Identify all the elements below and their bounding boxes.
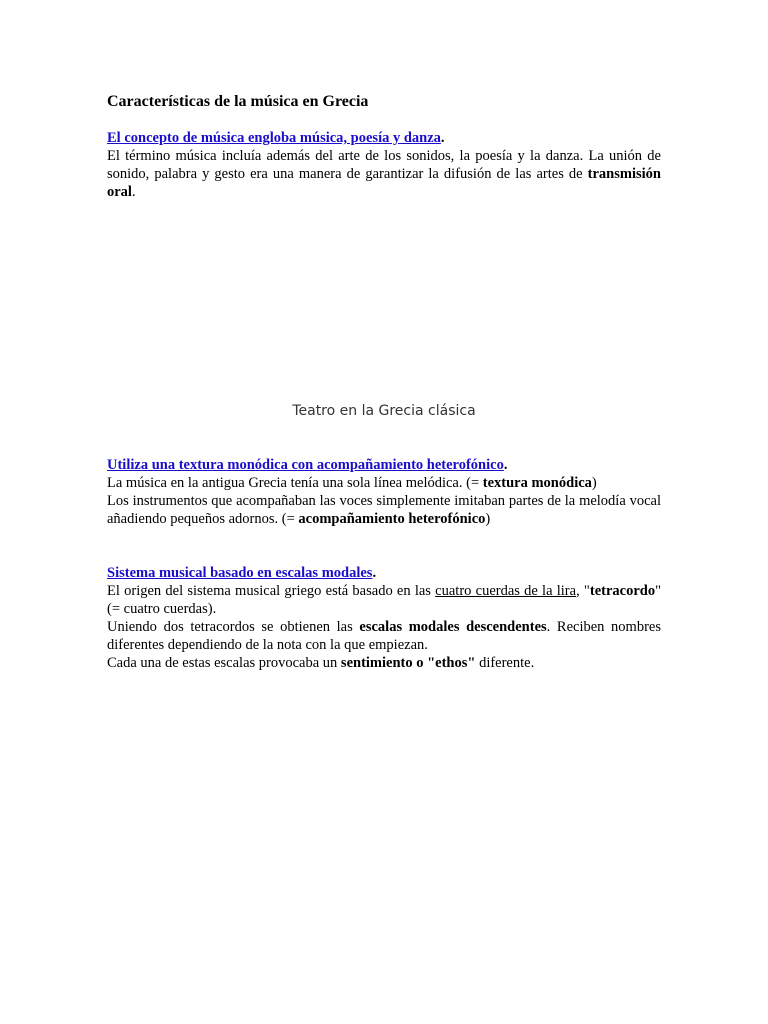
bold-term-tetrachord: tetracordo xyxy=(589,583,656,599)
modal-scales-paragraph xyxy=(107,618,661,654)
tetrachord-paragraph xyxy=(107,582,661,618)
embedded-video-caption: Teatro en la Grecia clásica xyxy=(292,403,476,419)
document-title: Características de la música en Grecia xyxy=(107,93,369,110)
music-concept-paragraph xyxy=(107,147,661,201)
paragraph-end: " (= cuatro cuerdas). xyxy=(107,583,661,617)
paragraph-end: ) xyxy=(485,511,491,527)
ethos-paragraph xyxy=(107,654,661,672)
paragraph-end: . Reciben nombres diferentes dependiendo de la nota con la que empiezan. xyxy=(107,619,661,653)
paragraph-text: Cada una de estas escalas provocaba un xyxy=(107,655,341,671)
modal-scales-link[interactable]: Sistema musical basado en escalas modales xyxy=(107,565,373,581)
section-heading xyxy=(107,129,661,147)
paragraph-text: Uniendo dos tetracordos se obtienen las xyxy=(107,619,360,635)
paragraph-text: , " xyxy=(576,583,590,599)
bold-term-oral-transmission: transmisión oral xyxy=(107,166,661,200)
paragraph-text: El término música incluía además del arte de los sonidos, la poesía y la danza. La unión de sonido, palabra y gesto era una manera de garantizar la difusión de las artes de xyxy=(107,148,661,182)
paragraph-end: ) xyxy=(591,475,597,491)
paragraph-end: diferente. xyxy=(475,655,535,671)
bold-term-heterophonic: acompañamiento heterofónico xyxy=(298,511,486,527)
heterophonic-paragraph xyxy=(107,492,661,528)
texture-link[interactable]: Utiliza una textura monódica con acompañamiento heterofónico xyxy=(107,457,504,473)
section-texture xyxy=(107,456,661,528)
music-concept-link[interactable]: El concepto de música engloba música, poesía y danza xyxy=(107,130,441,146)
paragraph-text: Los instrumentos que acompañaban las voces simplemente imitaban partes de la melodía vocal añadiendo pequeños adornos. (= xyxy=(107,493,661,527)
paragraph-end: . xyxy=(131,184,136,200)
section-heading xyxy=(107,456,661,474)
monodic-texture-line xyxy=(107,474,661,492)
paragraph-text: El origen del sistema musical griego está basado en las xyxy=(107,583,436,599)
heading-period: . xyxy=(372,565,377,581)
bold-term-monodic: textura monódica xyxy=(482,475,592,491)
section-heading xyxy=(107,564,661,582)
underlined-lyre-strings: cuatro cuerdas de la lira xyxy=(435,583,577,599)
bold-term-ethos: sentimiento o "ethos" xyxy=(340,655,476,671)
heading-period: . xyxy=(440,130,445,146)
section-music-concept xyxy=(107,129,661,201)
paragraph-text: La música en la antigua Grecia tenía una sola línea melódica. (= xyxy=(107,475,483,491)
section-modal-scales xyxy=(107,564,661,672)
heading-period: . xyxy=(503,457,508,473)
bold-term-descending-modes: escalas modales descendentes xyxy=(359,619,547,635)
